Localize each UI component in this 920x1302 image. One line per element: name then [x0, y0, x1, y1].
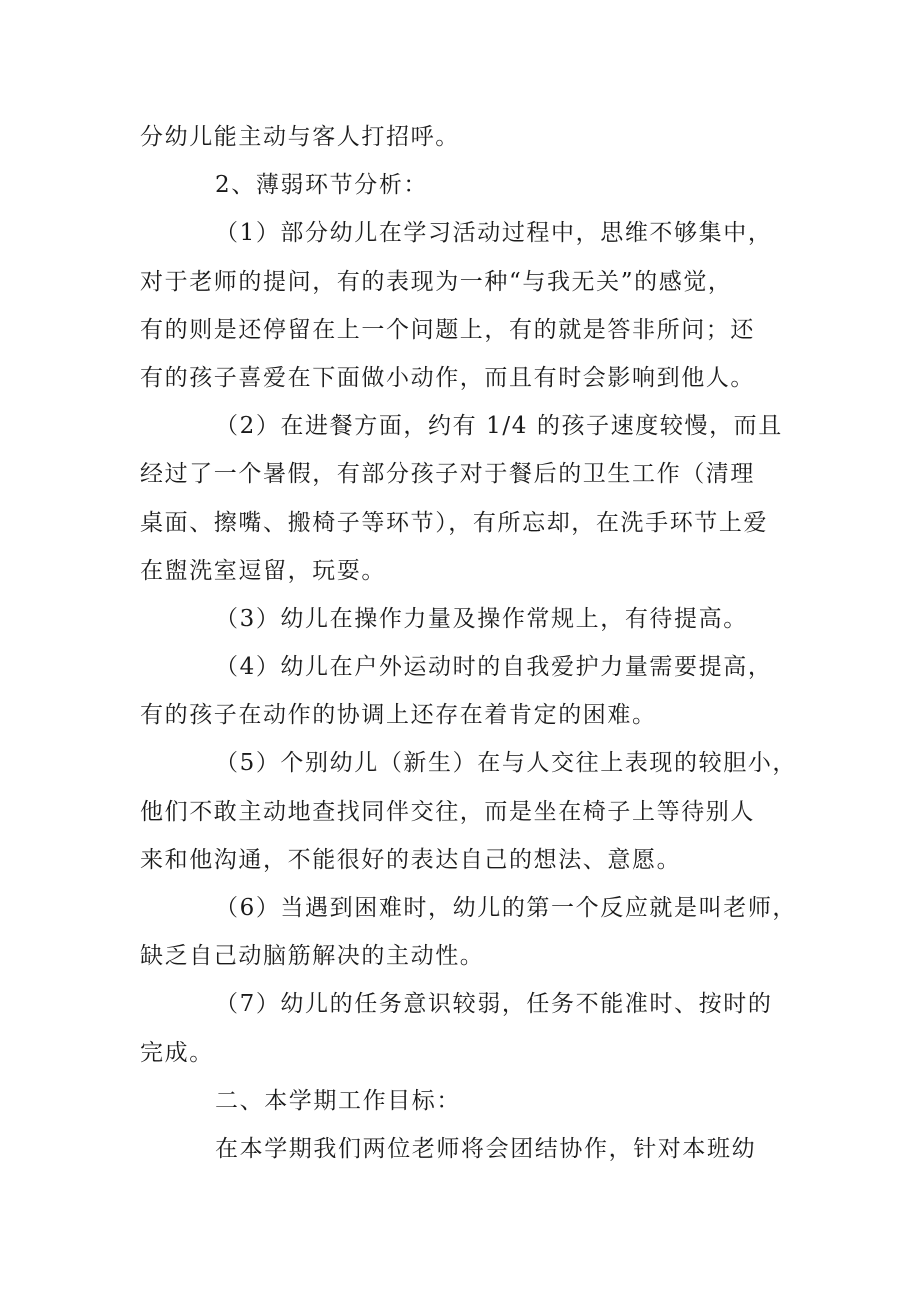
paragraph-line: 分幼儿能主动与客人打招呼。 — [140, 124, 460, 150]
paragraph-first-line: （1）部分幼儿在学习活动过程中，思维不够集中， — [215, 220, 773, 247]
paragraph-line: 在盥洗室逗留，玩耍。 — [140, 557, 386, 584]
paragraph-line: 缺乏自己动脑筋解决的主动性。 — [140, 943, 485, 970]
paragraph-first-line: 二、本学期工作目标： — [215, 1087, 461, 1114]
paragraph-line: 有的孩子在动作的协调上还存在着肯定的困难。 — [140, 702, 657, 729]
paragraph-line: 他们不敢主动地查找同伴交往，而是坐在椅子上等待别人 — [140, 798, 755, 825]
document-body — [140, 113, 798, 1173]
paragraph-line: 来和他沟通，不能很好的表达自己的想法、意愿。 — [140, 846, 682, 873]
paragraph-first-line: （2）在进餐方面，约有 1/4 的孩子速度较慢，而且 — [215, 413, 783, 440]
paragraph-first-line: 在本学期我们两位老师将会团结协作，针对本班幼 — [215, 1135, 757, 1162]
paragraph-first-line: （4）幼儿在户外运动时的自我爱护力量需要提高， — [215, 654, 773, 681]
paragraph-line: 经过了一个暑假，有部分孩子对于餐后的卫生工作（清理 — [140, 461, 755, 488]
paragraph-line: 完成。 — [140, 1039, 214, 1066]
paragraph-first-line: （5）个别幼儿（新生）在与人交往上表现的较胆小， — [215, 750, 798, 777]
paragraph-line: 对于老师的提问，有的表现为一种“与我无关”的感觉， — [140, 268, 733, 295]
paragraph-line: 有的则是还停留在上一个问题上，有的就是答非所问；还 — [140, 316, 755, 343]
paragraph-first-line: （6）当遇到困难时，幼儿的第一个反应就是叫老师， — [215, 895, 798, 921]
paragraph-line: 桌面、擦嘴、搬椅子等环节），有所忘却，在洗手环节上爱 — [140, 509, 769, 536]
paragraph-first-line: （7）幼儿的任务意识较弱，任务不能准时、按时的 — [215, 991, 773, 1018]
paragraph-first-line: （3）幼儿在操作力量及操作常规上，有待提高。 — [215, 605, 748, 632]
paragraph-first-line: 2、薄弱环节分析： — [215, 172, 429, 199]
paragraph-line: 有的孩子喜爱在下面做小动作，而且有时会影响到他人。 — [140, 364, 755, 391]
